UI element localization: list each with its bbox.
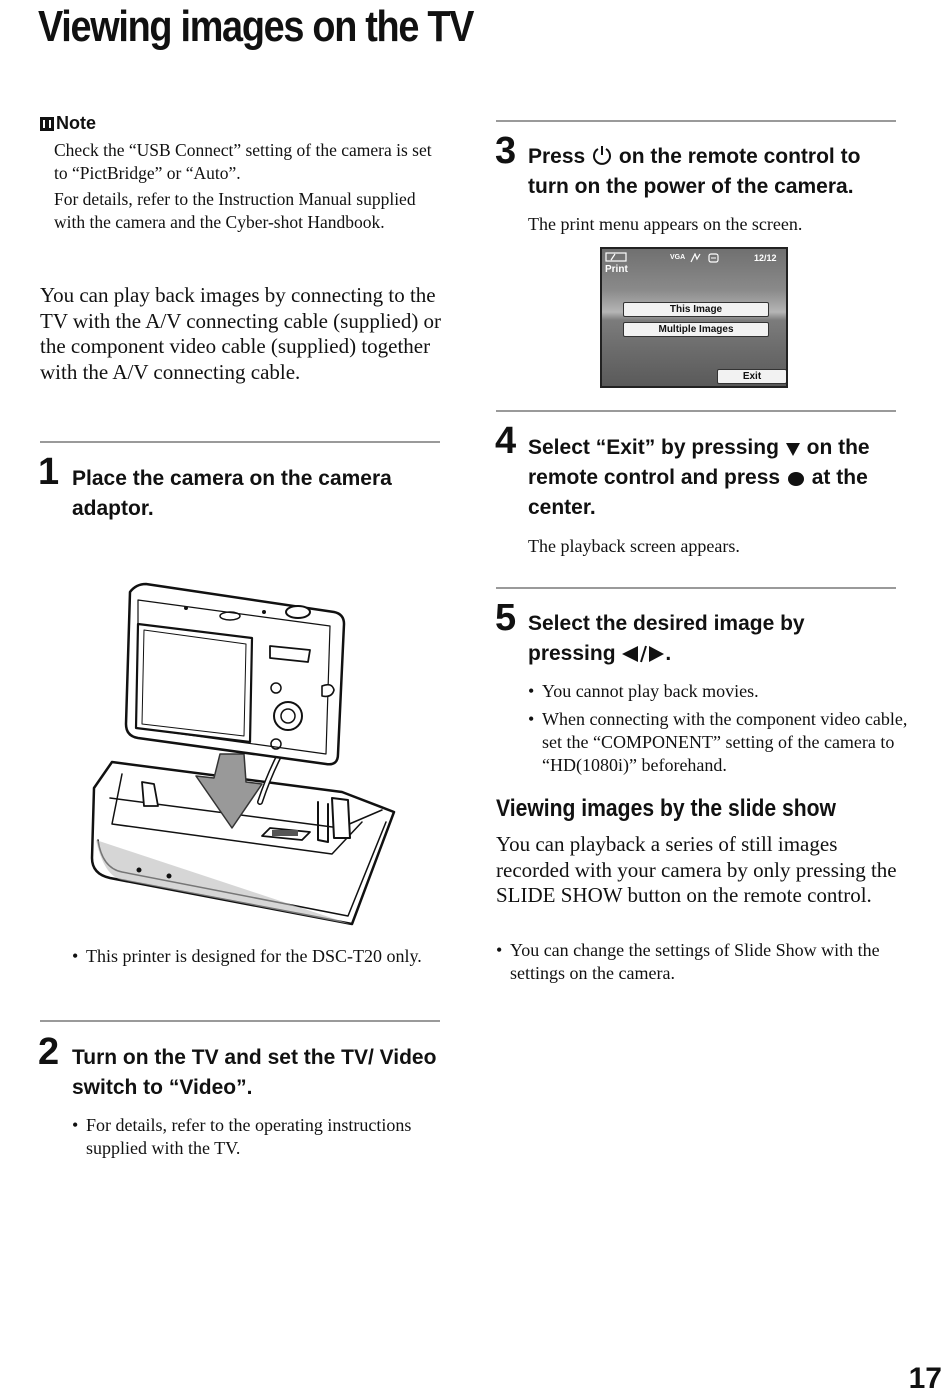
divider (40, 441, 440, 443)
step-5-title (528, 609, 894, 669)
bullet-dot: • (72, 946, 79, 966)
slideshow-body: You can playback a series of still images recorded with your camera by only pressing the SLIDE SHOW button on the remote control. (496, 832, 897, 907)
camera-adaptor-illustration (82, 578, 400, 930)
exit-button[interactable]: Exit (717, 369, 787, 384)
multiple-images-button[interactable]: Multiple Images (623, 322, 769, 337)
step-3-number: 3 (495, 130, 517, 172)
note-icon (40, 117, 54, 131)
power-icon (591, 144, 613, 166)
bullet-dot: • (72, 1115, 79, 1135)
step-1-bullet (72, 945, 446, 968)
memory-card-icon (605, 252, 627, 262)
step-5-bullet-2 (528, 708, 910, 777)
slideshow-bullet (496, 939, 910, 985)
bullet-dot: • (528, 681, 535, 701)
divider (496, 587, 896, 589)
bullet-dot: • (528, 709, 535, 729)
step-1-number: 1 (38, 451, 60, 493)
step-3-title-end: on the remote control to turn on the power of the camera. (528, 145, 861, 198)
step-4-sub: The playback screen appears. (528, 536, 740, 556)
print-menu-screen (600, 247, 788, 388)
step-3-title-start: Press (528, 145, 586, 168)
step-2-bullet (72, 1114, 446, 1160)
note-heading-text: Note (56, 113, 96, 133)
step-5-bullet-2-text: When connecting with the component video cable, set the “COMPONENT” setting of the camera to “HD(1080i)” beforehand. (542, 709, 908, 775)
divider (496, 120, 896, 122)
step-4-title-part2: on the remote control and press (528, 436, 870, 489)
step-4-number: 4 (495, 420, 517, 462)
step-2-number: 2 (38, 1031, 60, 1073)
divider (496, 410, 896, 412)
step-5-number: 5 (495, 597, 517, 639)
step-3-sub: The print menu appears on the screen. (528, 214, 803, 234)
step-5-title-end: . (665, 642, 672, 665)
step-5-title-start: Select the desired image by pressing (528, 612, 805, 665)
left-right-arrows-icon (621, 645, 665, 663)
note-heading (40, 113, 96, 134)
step-3-title (528, 142, 894, 202)
step-4-title-part3: at the center. (528, 466, 868, 519)
bullet-dot: • (496, 940, 503, 960)
slideshow-bullet-text: You can change the settings of Slide Show with the settings on the camera. (510, 940, 880, 983)
screen-vga-label: VGA (670, 254, 686, 261)
this-image-button[interactable]: This Image (623, 302, 769, 317)
step-5-bullet-1 (528, 680, 910, 703)
divider (40, 1020, 440, 1022)
note-text-1: Check the “USB Connect” setting of the camera is set to “PictBridge” or “Auto”. (54, 140, 432, 183)
step-2-title: Turn on the TV and set the TV/ Video switch to “Video”. (72, 1046, 437, 1099)
screen-counter: 12/12 (754, 253, 777, 263)
step-4-title-part1: Select “Exit” by pressing (528, 436, 779, 459)
screen-print-label: Print (605, 264, 628, 275)
down-triangle-icon (785, 441, 801, 457)
step-1-bullet-text: This printer is designed for the DSC-T20 only. (86, 946, 422, 966)
intro-paragraph: You can play back images by connecting to the TV with the A/V connecting cable (supplied) or the component video cable (supplied) together with the A/V connecting cable. (40, 283, 442, 384)
step-4-title (528, 433, 896, 523)
note-text-2: For details, refer to the Instruction Manual supplied with the camera and the Cyber-shot Handbook. (54, 189, 416, 232)
step-2-bullet-text: For details, refer to the operating instructions supplied with the TV. (86, 1115, 412, 1158)
page-title: Viewing images on the TV (38, 2, 474, 51)
step-1-title: Place the camera on the camera adaptor. (72, 467, 392, 520)
center-button-icon (786, 469, 806, 487)
page-number: 17 (908, 1362, 942, 1395)
step-5-bullet-1-text: You cannot play back movies. (542, 681, 759, 701)
screen-status-icons (690, 253, 720, 263)
slideshow-heading: Viewing images by the slide show (496, 795, 836, 822)
